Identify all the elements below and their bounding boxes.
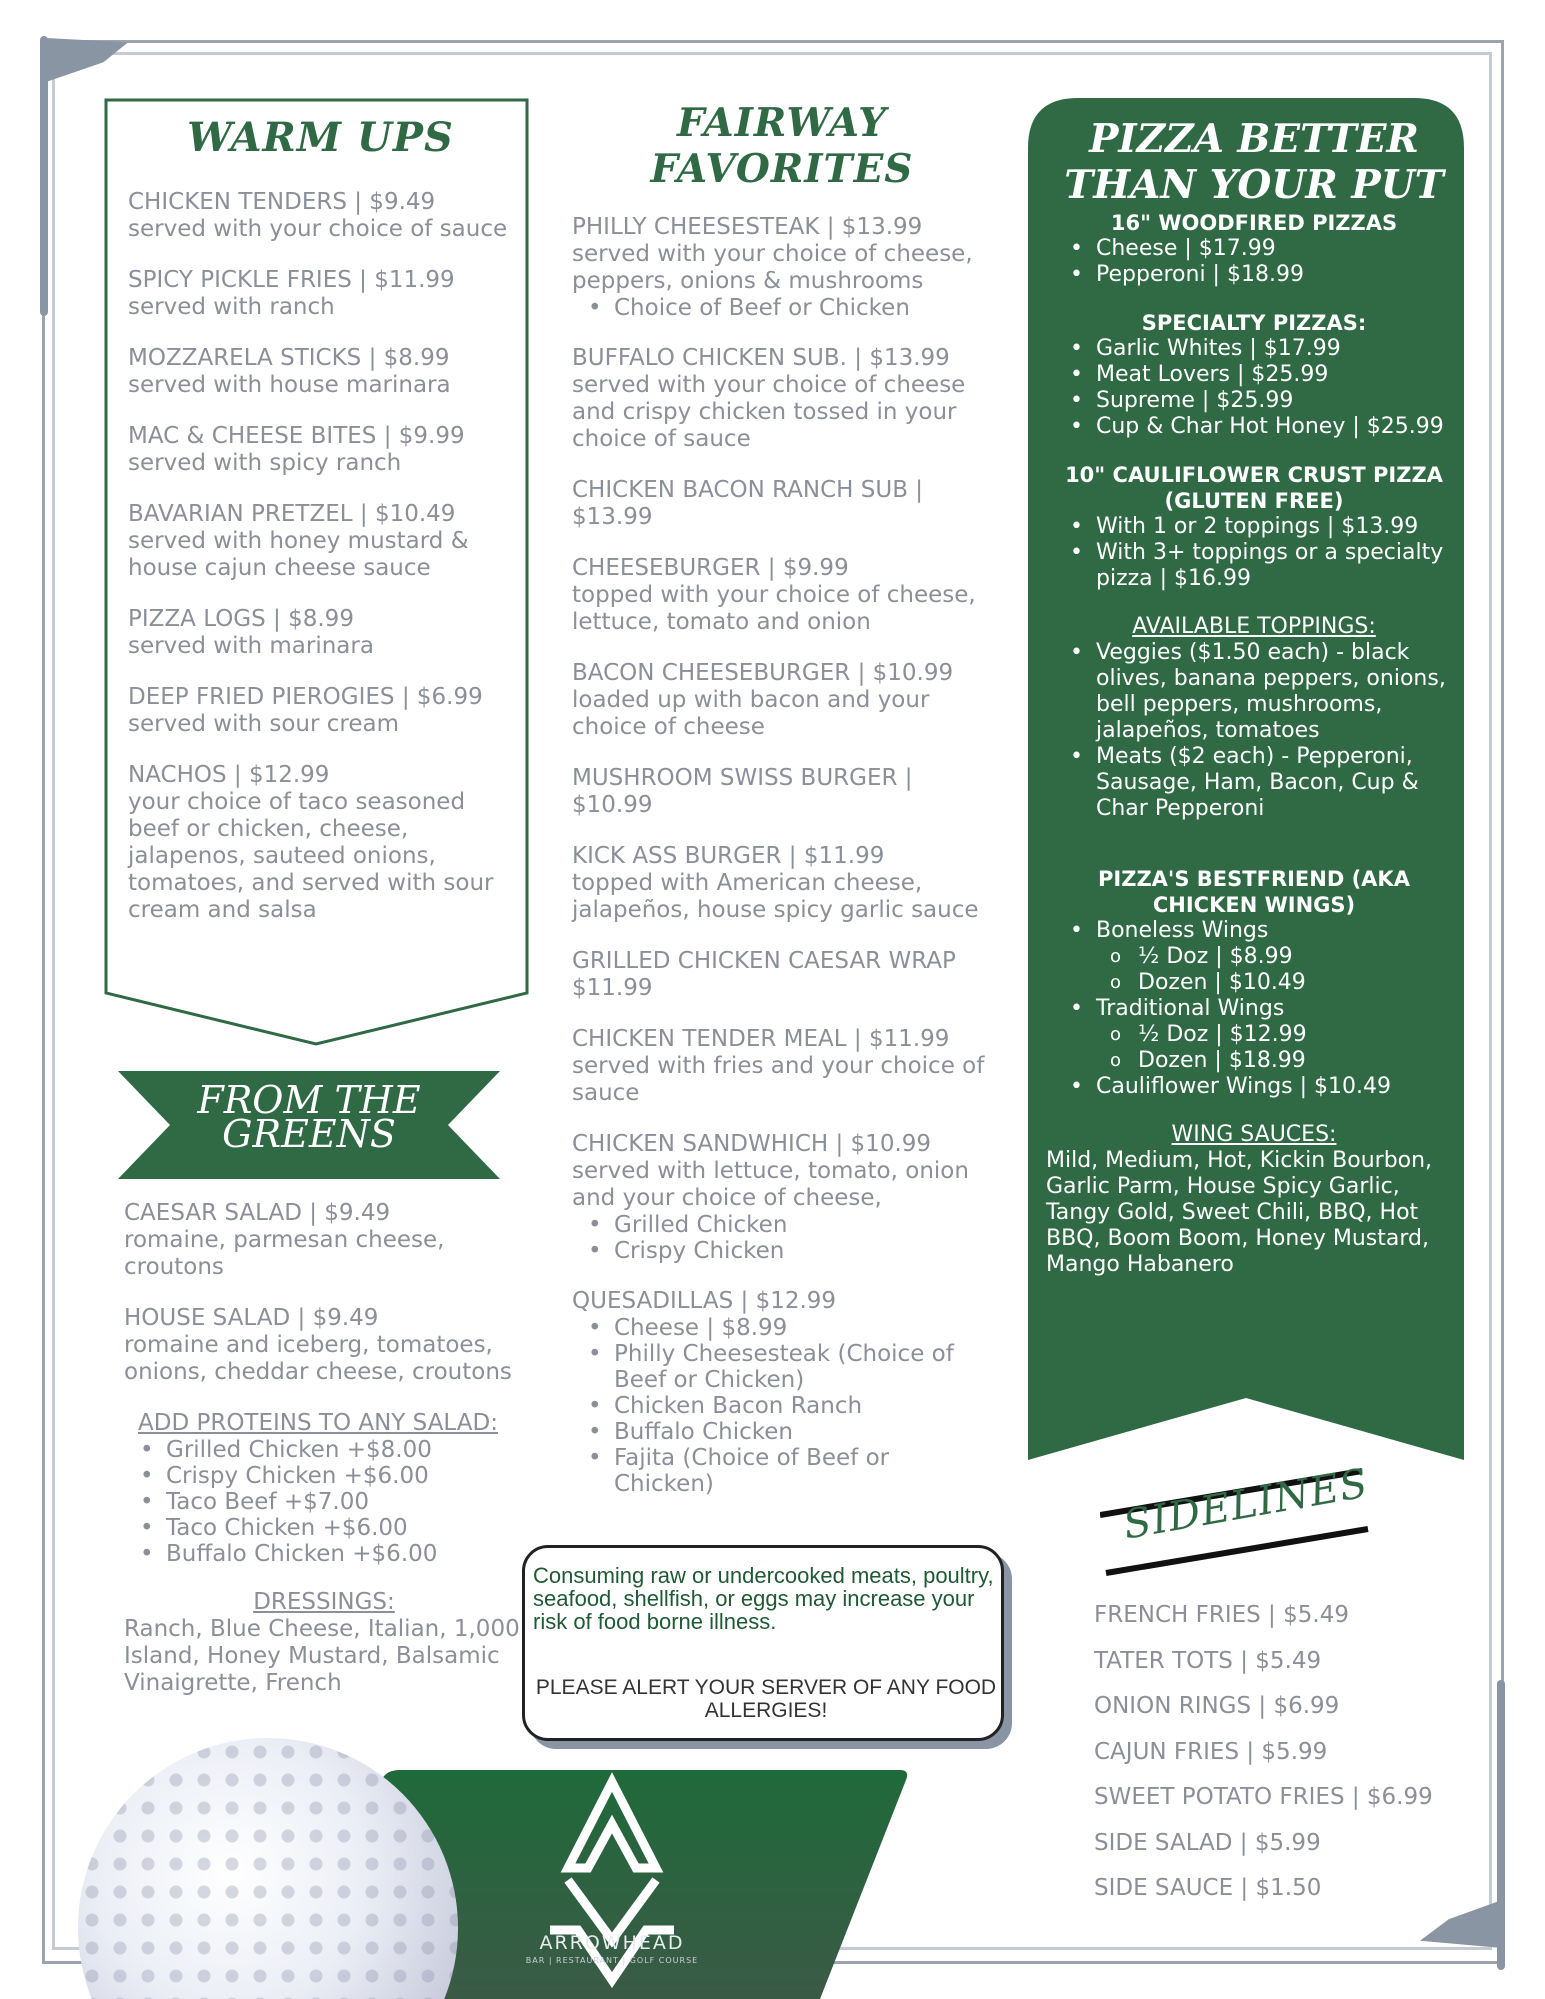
pizza-title <box>1054 116 1454 208</box>
menu-item: GRILLED CHICKEN CAESAR WRAP $11.99 <box>572 948 956 1001</box>
allergy-notice <box>522 1545 1004 1741</box>
warm-ups-title: WARM UPS <box>187 114 454 161</box>
fairway-title-line1: FAIRWAY <box>677 100 887 146</box>
cauliflower-heading-line2: (GLUTEN FREE) <box>1164 489 1344 513</box>
menu-item: BAVARIAN PRETZEL | $10.49 served with honey mustard & house cajun cheese sauce <box>128 501 469 581</box>
list-item: • Supreme | $25.99 <box>1054 388 1454 414</box>
sauces-heading: WING SAUCES: <box>1171 1122 1337 1147</box>
list-item: • Garlic Whites | $17.99 <box>1054 336 1454 362</box>
list-item: • Taco Beef +$7.00 <box>124 1489 524 1515</box>
brand-name: ARROWHEAD <box>539 1932 685 1954</box>
list-item: o Dozen | $10.49 <box>1096 970 1454 996</box>
allergy-alert: PLEASE ALERT YOUR SERVER OF ANY FOOD ALLERGIES! <box>535 1676 997 1722</box>
fairway-title <box>572 100 992 192</box>
wings-heading-line1: PIZZA'S BESTFRIEND (AKA <box>1098 867 1410 891</box>
sidelines-title-text: SIDELINES <box>1120 1460 1372 1549</box>
fairway-section <box>572 100 992 1521</box>
list-item: • Traditional Wings o ½ Doz | $12.99 o Dozen | $18.99 <box>1054 996 1454 1074</box>
menu-item: KICK ASS BURGER | $11.99 topped with American cheese, jalapeños, house spicy garlic sauce <box>572 843 979 923</box>
list-item: • Chicken Bacon Ranch <box>572 1393 992 1419</box>
list-item: • Buffalo Chicken +$6.00 <box>124 1541 524 1567</box>
list-item: • Meat Lovers | $25.99 <box>1054 362 1454 388</box>
dressings-heading: DRESSINGS: <box>253 1589 395 1615</box>
menu-item: SPICY PICKLE FRIES | $11.99 served with ranch <box>128 267 455 320</box>
menu-item: QUESADILLAS | $12.99 • Cheese | $8.99 • Philly Cheesesteak (Choice of Beef or Chicken) • Chicken Bacon Ranch • Buffalo Chicken • Fajita (Choice of Beef or Chicken) <box>572 1288 992 1497</box>
menu-item: MAC & CHEESE BITES | $9.99 served with spicy ranch <box>128 423 465 476</box>
greens-title-line2: GREENS <box>222 1112 396 1156</box>
menu-item: MUSHROOM SWISS BURGER | $10.99 <box>572 765 913 818</box>
menu-item: BUFFALO CHICKEN SUB. | $13.99 served with your choice of cheese and crispy chicken tossed in your choice of sauce <box>572 345 966 452</box>
list-item: • Crispy Chicken +$6.00 <box>124 1463 524 1489</box>
toppings-heading: AVAILABLE TOPPINGS: <box>1132 614 1376 639</box>
list-item: • Meats ($2 each) - Pepperoni, Sausage, Ham, Bacon, Cup & Char Pepperoni <box>1054 744 1454 822</box>
list-item: • With 3+ toppings or a specialty pizza | $16.99 <box>1054 540 1454 592</box>
specialty-heading: SPECIALTY PIZZAS: <box>1141 311 1367 335</box>
menu-item: BACON CHEESEBURGER | $10.99 loaded up with bacon and your choice of cheese <box>572 660 954 740</box>
greens-section <box>124 1200 524 1697</box>
menu-item: DEEP FRIED PIEROGIES | $6.99 served with sour cream <box>128 684 483 737</box>
pizza-section <box>1028 98 1464 1460</box>
food-warning: Consuming raw or undercooked meats, poultry, seafood, shellfish, or eggs may increase your risk of food borne illness. <box>533 1563 994 1634</box>
menu-item: PIZZA LOGS | $8.99 served with marinara <box>128 606 374 659</box>
list-item: TATER TOTS | $5.49 <box>1094 1647 1322 1674</box>
list-item: • Buffalo Chicken <box>572 1419 992 1445</box>
menu-item: PHILLY CHEESESTEAK | $13.99 served with your choice of cheese, peppers, onions & mushrooms • Choice of Beef or Chicken <box>572 214 992 321</box>
list-item: • Veggies ($1.50 each) - black olives, banana peppers, onions, bell peppers, mushrooms, jalapeños, tomatoes <box>1054 640 1454 744</box>
list-item: SIDE SAUCE | $1.50 <box>1094 1875 1322 1901</box>
wings-heading <box>1054 866 1454 918</box>
list-item: • With 1 or 2 toppings | $13.99 <box>1054 514 1454 540</box>
list-item: • Cheese | $17.99 <box>1054 236 1454 262</box>
menu-item: CHICKEN SANDWHICH | $10.99 served with lettuce, tomato, onion and your choice of cheese, • Grilled Chicken • Crispy Chicken <box>572 1131 992 1264</box>
sidelines-title <box>1100 1460 1400 1585</box>
pizza-title-line2: THAN YOUR PUT <box>1064 162 1444 208</box>
list-item: • Cheese | $8.99 <box>572 1315 992 1341</box>
list-item: FRENCH FRIES | $5.49 <box>1094 1602 1349 1628</box>
list-item: o ½ Doz | $12.99 <box>1096 1022 1454 1048</box>
list-item: • Grilled Chicken <box>572 1212 992 1238</box>
warm-ups-section <box>104 98 529 1046</box>
dressings-list: Ranch, Blue Cheese, Italian, 1,000 Island, Honey Mustard, Balsamic Vinaigrette, French <box>124 1616 520 1696</box>
menu-item: CAESAR SALAD | $9.49 romaine, parmesan cheese, croutons <box>124 1200 445 1280</box>
menu-item: HOUSE SALAD | $9.49 romaine and iceberg, tomatoes, onions, cheddar cheese, croutons <box>124 1305 512 1385</box>
sidelines-list <box>1094 1602 1494 1921</box>
list-item: o ½ Doz | $8.99 <box>1096 944 1454 970</box>
list-item: • Boneless Wings o ½ Doz | $8.99 o Dozen | $10.49 <box>1054 918 1454 996</box>
fairway-title-line2: FAVORITES <box>650 146 914 192</box>
sauces-list: Mild, Medium, Hot, Kickin Bourbon, Garlic Parm, House Spicy Garlic, Tangy Gold, Sweet Chili, BBQ, Hot BBQ, Boom Boom, Honey Mustard, Mango Habanero <box>1046 1148 1433 1277</box>
list-item: • Choice of Beef or Chicken <box>572 295 992 321</box>
list-item: CAJUN FRIES | $5.99 <box>1094 1738 1328 1765</box>
cauliflower-heading-line1: 10" CAULIFLOWER CRUST PIZZA <box>1065 463 1443 487</box>
list-item: • Cauliflower Wings | $10.49 <box>1054 1074 1454 1100</box>
wings-heading-line2: CHICKEN WINGS) <box>1152 893 1356 917</box>
list-item: SWEET POTATO FRIES | $6.99 <box>1094 1784 1433 1810</box>
list-item: • Grilled Chicken +$8.00 <box>124 1437 524 1463</box>
menu-item: CHEESEBURGER | $9.99 topped with your choice of cheese, lettuce, tomato and onion <box>572 555 976 635</box>
pizza-title-line1: PIZZA BETTER <box>1089 116 1419 162</box>
list-item: • Philly Cheesesteak (Choice of Beef or Chicken) <box>572 1341 992 1393</box>
greens-banner <box>118 1071 500 1179</box>
menu-item: MOZZARELA STICKS | $8.99 served with house marinara <box>128 345 451 398</box>
menu-item: NACHOS | $12.99 your choice of taco seasoned beef or chicken, cheese, jalapenos, sauteed onions, tomatoes, and served with sour cream and salsa <box>128 762 494 923</box>
greens-title-line1: FROM THE <box>197 1078 421 1122</box>
logo-plate <box>380 1770 910 1999</box>
brand-tagline: BAR | RESTAURANT | GOLF COURSE <box>525 1956 699 1965</box>
list-item: SIDE SALAD | $5.99 <box>1094 1829 1321 1856</box>
list-item: • Fajita (Choice of Beef or Chicken) <box>572 1445 992 1497</box>
menu-item: CHICKEN TENDER MEAL | $11.99 served with fries and your choice of sauce <box>572 1026 985 1106</box>
list-item: • Crispy Chicken <box>572 1238 992 1264</box>
list-item: o Dozen | $18.99 <box>1096 1048 1454 1074</box>
proteins-list <box>124 1437 524 1567</box>
list-item: ONION RINGS | $6.99 <box>1094 1693 1340 1719</box>
list-item: • Cup & Char Hot Honey | $25.99 <box>1054 414 1454 440</box>
list-item: • Taco Chicken +$6.00 <box>124 1515 524 1541</box>
woodfired-heading: 16" WOODFIRED PIZZAS <box>1110 211 1398 235</box>
menu-item: CHICKEN BACON RANCH SUB | $13.99 <box>572 477 924 530</box>
menu-item: CHICKEN TENDERS | $9.49 served with your choice of sauce <box>128 189 508 242</box>
list-item: • Pepperoni | $18.99 <box>1054 262 1454 288</box>
proteins-heading: ADD PROTEINS TO ANY SALAD: <box>138 1410 498 1436</box>
cauliflower-heading <box>1054 462 1454 514</box>
